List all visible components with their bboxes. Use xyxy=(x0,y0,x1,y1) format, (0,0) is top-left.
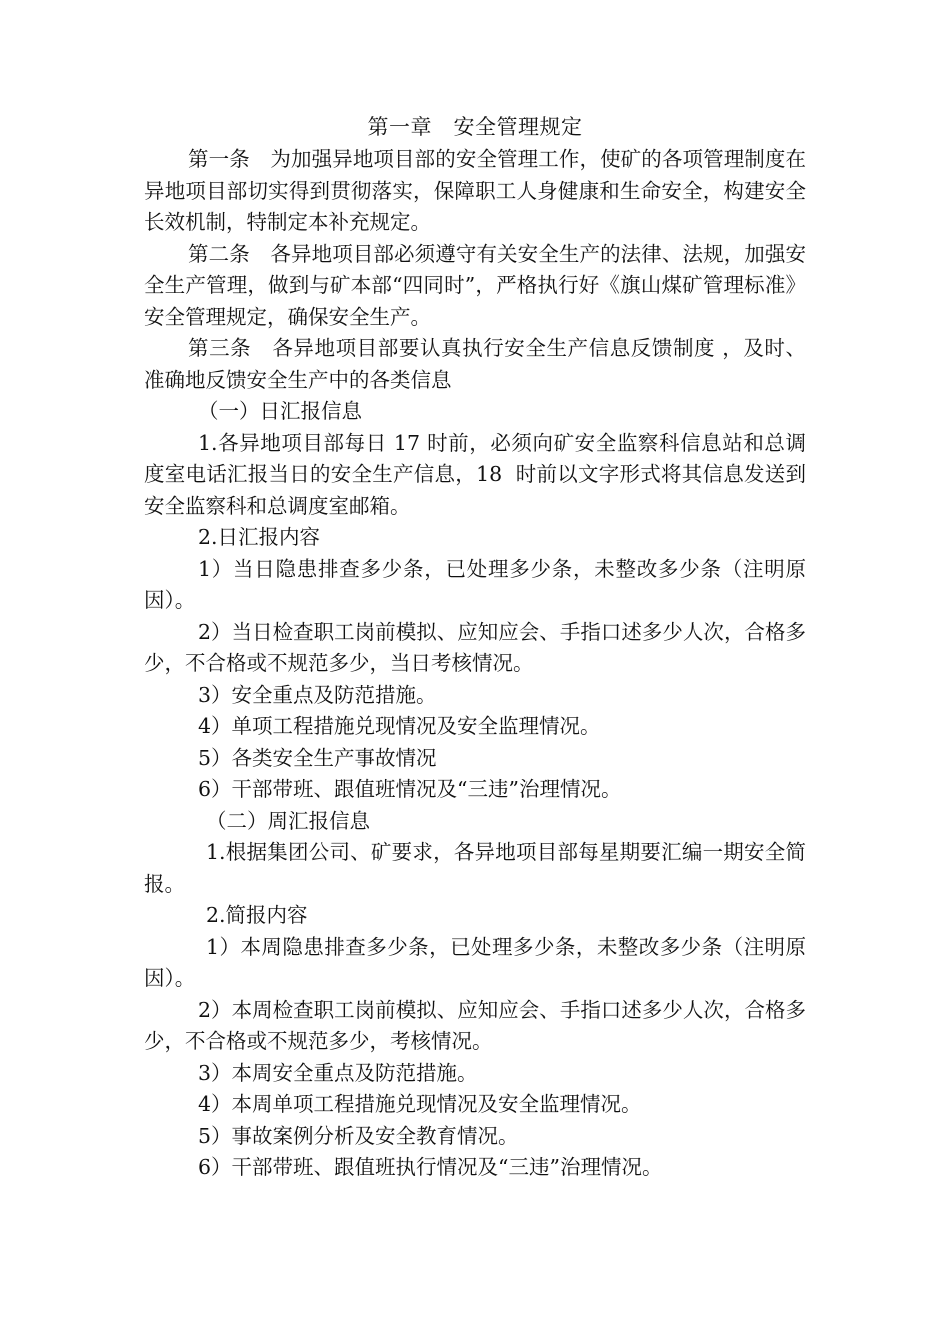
weekly-subitem-5: 5）事故案例分析及安全教育情况。 xyxy=(198,1123,519,1148)
daily-subitem-2: 2）当日检查职工岗前模拟、应知应会、手指口述多少人次，合格多少，不合格或不规范多少，当日考核情况。 xyxy=(144,619,806,675)
article-3: 第三条 各异地项目部要认真执行安全生产信息反馈制度 ，及时、准确地反馈安全生产中的各类信息 xyxy=(144,336,806,392)
weekly-subitem-4: 4）本周单项工程措施兑现情况及安全监理情况。 xyxy=(198,1092,642,1116)
weekly-subitem-2: 2）本周检查职工岗前模拟、应知应会、手指口述多少人次，合格多少，不合格或不规范多少，考核情况。 xyxy=(144,997,806,1053)
document-page xyxy=(144,110,806,1184)
daily-item-2: 2.日汇报内容 xyxy=(198,525,321,549)
weekly-item-2: 2.简报内容 xyxy=(206,903,308,927)
article-1: 第一条 为加强异地项目部的安全管理工作，使矿的各项管理制度在异地项目部切实得到贯彻落实，保障职工人身健康和生命安全，构建安全长效机制，特制定本补充规定。 xyxy=(144,147,806,234)
section-daily-report: （一）日汇报信息 xyxy=(198,399,362,423)
section-weekly-report: （二）周汇报信息 xyxy=(206,808,370,833)
daily-subitem-3: 3）安全重点及防范措施。 xyxy=(198,682,437,707)
weekly-subitem-6: 6）干部带班、跟值班执行情况及“三违”治理情况。 xyxy=(198,1155,663,1179)
daily-item-1: 1.各异地项目部每日 17 时前，必须向矿安全监察科信息站和总调度室电话汇报当日的安全生产信息，18 时前以文字形式将其信息发送到安全监察科和总调度室邮箱。 xyxy=(144,430,806,518)
daily-subitem-6: 6）干部带班、跟值班情况及“三违”治理情况。 xyxy=(198,777,622,801)
daily-subitem-1: 1）当日隐患排查多少条，已处理多少条，未整改多少条（注明原因）。 xyxy=(144,556,806,612)
weekly-subitem-1: 1）本周隐患排查多少条，已处理多少条，未整改多少条（注明原因）。 xyxy=(144,934,806,990)
daily-subitem-4: 4）单项工程措施兑现情况及安全监理情况。 xyxy=(198,714,601,738)
weekly-subitem-3: 3）本周安全重点及防范措施。 xyxy=(198,1060,478,1085)
weekly-item-1: 1.根据集团公司、矿要求，各异地项目部每星期要汇编一期安全简报。 xyxy=(144,840,806,896)
chapter-title: 第一章 安全管理规定 xyxy=(367,115,583,139)
article-2: 第二条 各异地项目部必须遵守有关安全生产的法律、法规，加强安全生产管理，做到与矿本部“四同时”，严格执行好《旗山煤矿管理标准》安全管理规定，确保安全生产。 xyxy=(144,241,806,329)
daily-subitem-5: 5）各类安全生产事故情况 xyxy=(198,745,437,770)
